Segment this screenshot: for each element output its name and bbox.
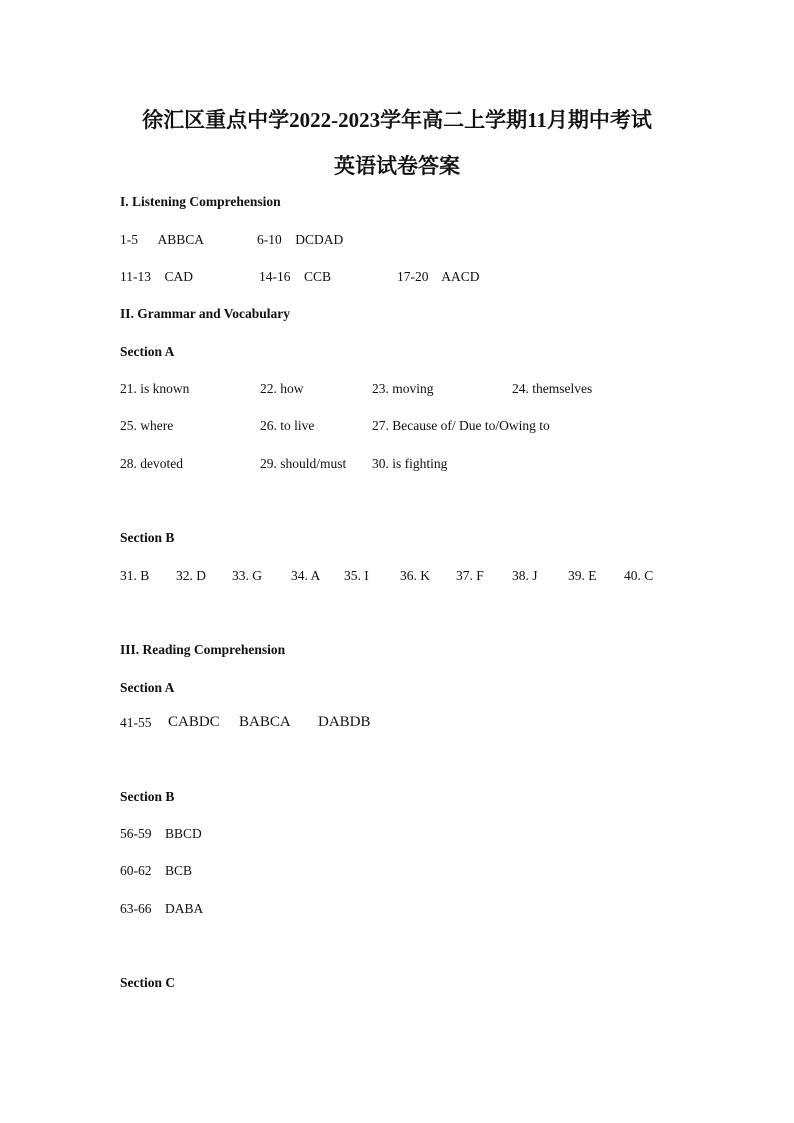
grammar-answer: 25. where	[120, 418, 174, 433]
part3-heading: III. Reading Comprehension	[120, 642, 286, 657]
part1-heading: I. Listening Comprehension	[120, 194, 281, 209]
part2-heading: II. Grammar and Vocabulary	[120, 306, 291, 321]
reading-range-label: 41-55	[120, 715, 152, 730]
listening-answer: 6-10 DCDAD	[257, 232, 344, 247]
section-b-answer: 31. B	[120, 568, 150, 583]
section-b-answer: 34. A	[291, 568, 321, 583]
reading-answer-group: DABDB	[318, 714, 371, 730]
grammar-answer: 27. Because of/ Due to/Owing to	[372, 418, 550, 433]
section-b-answer: 33. G	[232, 568, 262, 583]
reading-answer-group: BABCA	[239, 714, 291, 730]
section-b-answer: 37. F	[456, 568, 484, 583]
reading-answer-group: CABDC	[168, 714, 220, 730]
section-b-answer: 32. D	[176, 568, 206, 583]
listening-answer: 17-20 AACD	[397, 269, 480, 284]
grammar-answer: 23. moving	[372, 381, 434, 396]
section-b-answer: 36. K	[400, 568, 430, 583]
grammar-answer: 26. to live	[260, 418, 315, 433]
listening-answer: 14-16 CCB	[259, 269, 332, 284]
listening-answer: 1-5 ABBCA	[120, 232, 205, 247]
section-b-answer: 38. J	[512, 568, 538, 583]
grammar-answer: 30. is fighting	[372, 456, 448, 471]
part2-section-a-heading: Section A	[120, 344, 175, 359]
part3-section-c-heading: Section C	[120, 975, 176, 990]
part2-section-b-heading: Section B	[120, 530, 175, 545]
doc-subtitle: 英语试卷答案	[334, 154, 460, 178]
section-b-answer: 40. C	[624, 568, 654, 583]
reading-b-answer: 63-66 DABA	[120, 901, 204, 916]
reading-b-answer: 60-62 BCB	[120, 863, 193, 878]
section-b-answer: 35. I	[344, 568, 369, 583]
grammar-answer: 22. how	[260, 381, 304, 396]
section-b-answer: 39. E	[568, 568, 597, 583]
listening-answer: 11-13 CAD	[120, 269, 193, 284]
part3-section-b-heading: Section B	[120, 789, 175, 804]
part3-section-a-heading: Section A	[120, 680, 175, 695]
grammar-answer: 24. themselves	[512, 381, 593, 396]
grammar-answer: 21. is known	[120, 381, 190, 396]
grammar-answer: 28. devoted	[120, 456, 183, 471]
grammar-answer: 29. should/must	[260, 456, 347, 471]
doc-title: 徐汇区重点中学2022-2023学年高二上学期11月期中考试	[142, 108, 652, 132]
reading-b-answer: 56-59 BBCD	[120, 826, 202, 841]
